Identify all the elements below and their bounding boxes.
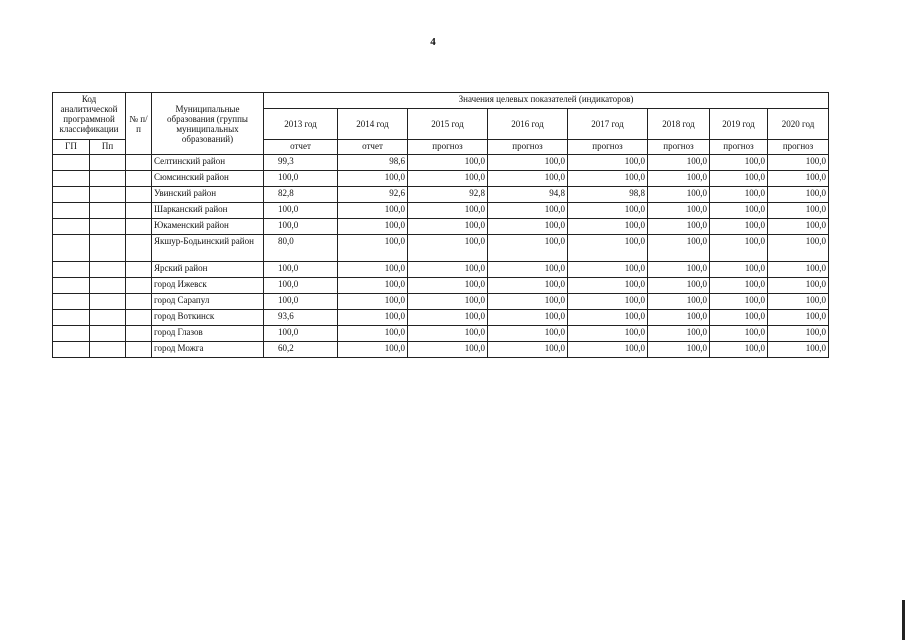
pp-cell xyxy=(90,155,126,171)
indicator-value-cell: 93,6 xyxy=(264,310,338,326)
indicator-value-cell: 92,8 xyxy=(408,187,488,203)
indicator-value-cell: 100,0 xyxy=(710,294,768,310)
municipality-name-cell: город Глазов xyxy=(152,326,264,342)
indicator-value-cell: 82,8 xyxy=(264,187,338,203)
indicator-value-cell: 100,0 xyxy=(710,342,768,358)
table-row xyxy=(53,171,829,187)
value-type-header: прогноз xyxy=(488,140,568,155)
municipality-name-cell: город Можга xyxy=(152,342,264,358)
indicator-value-cell: 100,0 xyxy=(338,171,408,187)
table-row xyxy=(53,294,829,310)
indicator-value-cell: 100,0 xyxy=(768,294,829,310)
indicator-value-cell: 100,0 xyxy=(488,171,568,187)
indicator-value-cell: 100,0 xyxy=(488,155,568,171)
indicator-value-cell: 100,0 xyxy=(710,171,768,187)
table-row xyxy=(53,155,829,171)
indicator-value-cell: 100,0 xyxy=(264,278,338,294)
gp-cell xyxy=(53,187,90,203)
value-type-header: прогноз xyxy=(408,140,488,155)
indicator-value-cell: 100,0 xyxy=(264,326,338,342)
indicator-value-cell: 100,0 xyxy=(648,171,710,187)
indicator-value-cell: 100,0 xyxy=(264,262,338,278)
indicator-value-cell: 100,0 xyxy=(338,235,408,262)
indicator-value-cell: 100,0 xyxy=(768,187,829,203)
indicator-value-cell: 100,0 xyxy=(488,278,568,294)
pp-cell xyxy=(90,171,126,187)
year-header: 2018 год xyxy=(648,109,710,140)
row-number-cell xyxy=(126,235,152,262)
indicator-value-cell: 100,0 xyxy=(408,310,488,326)
indicator-value-cell: 98,8 xyxy=(568,187,648,203)
row-number-cell xyxy=(126,342,152,358)
indicator-value-cell: 100,0 xyxy=(568,294,648,310)
indicator-value-cell: 100,0 xyxy=(768,219,829,235)
indicator-value-cell: 100,0 xyxy=(408,219,488,235)
indicator-value-cell: 100,0 xyxy=(568,262,648,278)
value-type-header: отчет xyxy=(338,140,408,155)
indicator-value-cell: 100,0 xyxy=(338,326,408,342)
indicator-value-cell: 100,0 xyxy=(648,310,710,326)
indicator-value-cell: 100,0 xyxy=(488,203,568,219)
row-number-cell xyxy=(126,310,152,326)
year-header: 2017 год xyxy=(568,109,648,140)
row-number-cell xyxy=(126,294,152,310)
pp-cell xyxy=(90,187,126,203)
row-number-cell xyxy=(126,203,152,219)
indicator-value-cell: 100,0 xyxy=(710,203,768,219)
indicator-value-cell: 100,0 xyxy=(408,278,488,294)
indicator-value-cell: 100,0 xyxy=(408,326,488,342)
municipality-name-cell: город Ижевск xyxy=(152,278,264,294)
indicator-value-cell: 100,0 xyxy=(338,310,408,326)
indicator-value-cell: 100,0 xyxy=(408,155,488,171)
indicator-value-cell: 100,0 xyxy=(710,310,768,326)
indicator-value-cell: 100,0 xyxy=(768,155,829,171)
municipality-name-cell: Якшур-Бодьинский район xyxy=(152,235,264,262)
indicator-value-cell: 100,0 xyxy=(338,278,408,294)
indicator-value-cell: 100,0 xyxy=(264,203,338,219)
municipality-name-cell: Шарканский район xyxy=(152,203,264,219)
indicator-value-cell: 99,3 xyxy=(264,155,338,171)
value-type-header: прогноз xyxy=(768,140,829,155)
indicator-value-cell: 100,0 xyxy=(488,235,568,262)
indicator-value-cell: 100,0 xyxy=(568,155,648,171)
municipality-name-cell: город Воткинск xyxy=(152,310,264,326)
indicator-value-cell: 100,0 xyxy=(768,171,829,187)
table-row xyxy=(53,219,829,235)
pp-cell xyxy=(90,203,126,219)
gp-cell xyxy=(53,219,90,235)
municipality-header: Муниципальные образования (группы муниципальных образований) xyxy=(152,93,264,155)
table-row xyxy=(53,187,829,203)
municipality-name-cell: Юкаменский район xyxy=(152,219,264,235)
indicator-value-cell: 60,2 xyxy=(264,342,338,358)
gp-cell xyxy=(53,155,90,171)
indicator-value-cell: 100,0 xyxy=(408,171,488,187)
indicator-value-cell: 100,0 xyxy=(568,342,648,358)
indicator-value-cell: 100,0 xyxy=(408,342,488,358)
indicator-value-cell: 80,0 xyxy=(264,235,338,262)
indicator-value-cell: 100,0 xyxy=(648,155,710,171)
gp-cell xyxy=(53,278,90,294)
gp-cell xyxy=(53,310,90,326)
indicator-value-cell: 100,0 xyxy=(488,342,568,358)
table-row xyxy=(53,203,829,219)
pp-cell xyxy=(90,278,126,294)
indicator-value-cell: 100,0 xyxy=(648,235,710,262)
indicator-value-cell: 100,0 xyxy=(568,219,648,235)
indicator-value-cell: 100,0 xyxy=(568,235,648,262)
table-row xyxy=(53,278,829,294)
indicators-table xyxy=(52,92,829,358)
table-row xyxy=(53,326,829,342)
indicator-value-cell: 100,0 xyxy=(338,262,408,278)
indicator-value-cell: 100,0 xyxy=(768,342,829,358)
row-number-cell xyxy=(126,262,152,278)
pp-cell xyxy=(90,310,126,326)
year-header: 2013 год xyxy=(264,109,338,140)
indicator-value-cell: 100,0 xyxy=(648,294,710,310)
gp-cell xyxy=(53,326,90,342)
indicator-value-cell: 100,0 xyxy=(488,294,568,310)
indicator-value-cell: 100,0 xyxy=(408,203,488,219)
indicator-value-cell: 92,6 xyxy=(338,187,408,203)
table-row xyxy=(53,342,829,358)
indicator-value-cell: 100,0 xyxy=(648,342,710,358)
gp-cell xyxy=(53,262,90,278)
municipality-name-cell: Ярский район xyxy=(152,262,264,278)
indicator-value-cell: 100,0 xyxy=(710,235,768,262)
indicator-value-cell: 100,0 xyxy=(710,155,768,171)
indicator-value-cell: 100,0 xyxy=(408,262,488,278)
value-type-header: прогноз xyxy=(568,140,648,155)
pp-header: Пп xyxy=(90,140,126,155)
row-number-cell xyxy=(126,219,152,235)
indicator-value-cell: 100,0 xyxy=(568,203,648,219)
indicator-value-cell: 100,0 xyxy=(768,310,829,326)
gp-cell xyxy=(53,203,90,219)
year-header: 2016 год xyxy=(488,109,568,140)
indicator-value-cell: 100,0 xyxy=(768,235,829,262)
indicator-value-cell: 100,0 xyxy=(768,278,829,294)
indicator-value-cell: 100,0 xyxy=(408,235,488,262)
indicator-value-cell: 100,0 xyxy=(648,219,710,235)
year-header: 2019 год xyxy=(710,109,768,140)
indicator-value-cell: 100,0 xyxy=(488,310,568,326)
indicator-value-cell: 100,0 xyxy=(488,262,568,278)
gp-cell xyxy=(53,171,90,187)
row-number-cell xyxy=(126,278,152,294)
indicator-value-cell: 100,0 xyxy=(338,219,408,235)
indicator-value-cell: 100,0 xyxy=(408,294,488,310)
gp-cell xyxy=(53,294,90,310)
indicator-value-cell: 94,8 xyxy=(488,187,568,203)
pp-cell xyxy=(90,235,126,262)
row-number-header: № п/п xyxy=(126,93,152,155)
year-header: 2020 год xyxy=(768,109,829,140)
gp-cell xyxy=(53,235,90,262)
indicator-value-cell: 100,0 xyxy=(264,171,338,187)
values-group-header: Значения целевых показателей (индикаторов) xyxy=(264,93,829,109)
row-number-cell xyxy=(126,155,152,171)
indicator-value-cell: 100,0 xyxy=(768,262,829,278)
indicator-value-cell: 100,0 xyxy=(568,171,648,187)
indicator-value-cell: 98,6 xyxy=(338,155,408,171)
page-number: 4 xyxy=(430,36,436,48)
year-header: 2014 год xyxy=(338,109,408,140)
indicator-value-cell: 100,0 xyxy=(768,326,829,342)
row-number-cell xyxy=(126,171,152,187)
pp-cell xyxy=(90,262,126,278)
indicator-value-cell: 100,0 xyxy=(264,219,338,235)
gp-cell xyxy=(53,342,90,358)
indicator-value-cell: 100,0 xyxy=(338,203,408,219)
municipality-name-cell: город Сарапул xyxy=(152,294,264,310)
indicator-value-cell: 100,0 xyxy=(768,203,829,219)
year-header: 2015 год xyxy=(408,109,488,140)
indicator-value-cell: 100,0 xyxy=(648,187,710,203)
indicator-value-cell: 100,0 xyxy=(648,203,710,219)
indicator-value-cell: 100,0 xyxy=(710,278,768,294)
gp-header: ГП xyxy=(53,140,90,155)
indicator-value-cell: 100,0 xyxy=(648,326,710,342)
pp-cell xyxy=(90,219,126,235)
code-group-header: Код аналитической программной классификации xyxy=(53,93,126,140)
indicator-value-cell: 100,0 xyxy=(488,219,568,235)
indicator-value-cell: 100,0 xyxy=(648,262,710,278)
municipality-name-cell: Сюмсинский район xyxy=(152,171,264,187)
indicator-value-cell: 100,0 xyxy=(488,326,568,342)
pp-cell xyxy=(90,294,126,310)
indicator-value-cell: 100,0 xyxy=(568,278,648,294)
indicator-value-cell: 100,0 xyxy=(648,278,710,294)
indicator-value-cell: 100,0 xyxy=(568,326,648,342)
indicator-value-cell: 100,0 xyxy=(338,342,408,358)
pp-cell xyxy=(90,342,126,358)
value-type-header: прогноз xyxy=(710,140,768,155)
row-number-cell xyxy=(126,187,152,203)
municipality-name-cell: Увинский район xyxy=(152,187,264,203)
value-type-header: отчет xyxy=(264,140,338,155)
indicator-value-cell: 100,0 xyxy=(710,326,768,342)
row-number-cell xyxy=(126,326,152,342)
indicator-value-cell: 100,0 xyxy=(338,294,408,310)
indicator-value-cell: 100,0 xyxy=(264,294,338,310)
municipality-name-cell: Селтинский район xyxy=(152,155,264,171)
table-row xyxy=(53,310,829,326)
indicator-value-cell: 100,0 xyxy=(710,219,768,235)
indicator-value-cell: 100,0 xyxy=(568,310,648,326)
value-type-header: прогноз xyxy=(648,140,710,155)
indicator-value-cell: 100,0 xyxy=(710,262,768,278)
indicator-value-cell: 100,0 xyxy=(710,187,768,203)
pp-cell xyxy=(90,326,126,342)
table-row xyxy=(53,262,829,278)
table-row xyxy=(53,235,829,262)
